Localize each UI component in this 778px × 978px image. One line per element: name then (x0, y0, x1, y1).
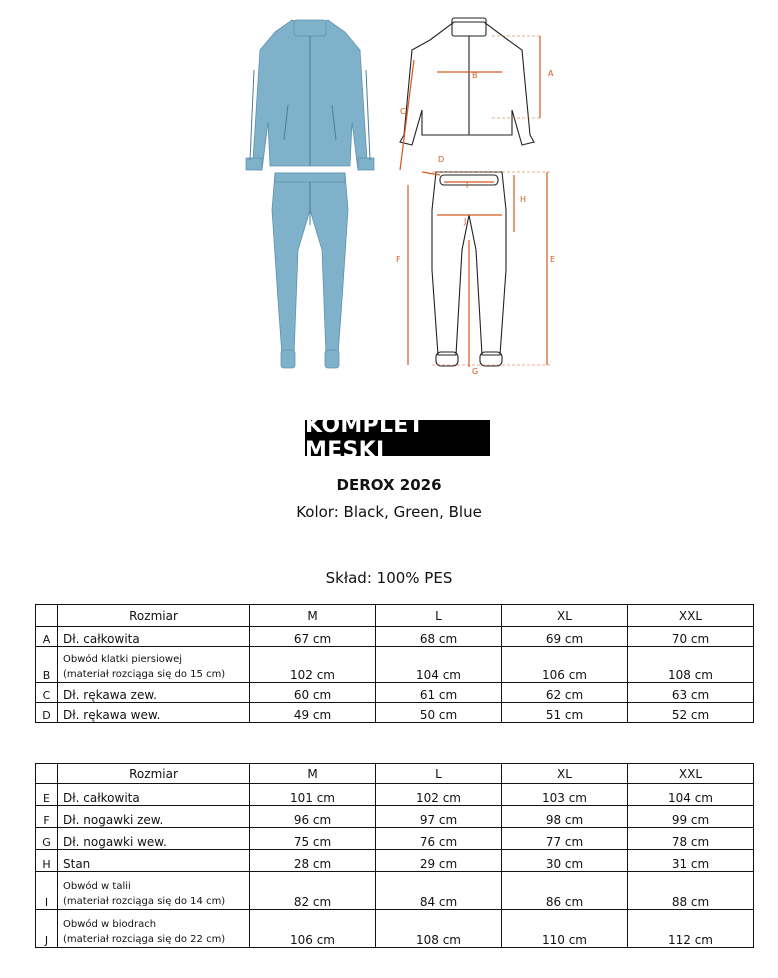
row-value: 108 cm (628, 647, 754, 683)
row-name: Dł. rękawa zew. (58, 683, 250, 703)
composition-line: Skład: 100% PES (325, 569, 453, 587)
row-letter: G (36, 828, 58, 850)
row-letter: H (36, 850, 58, 872)
row-letter: I (36, 872, 58, 910)
table-row (36, 784, 754, 806)
row-name: Obwód w talii (63, 881, 131, 892)
label-c: C (400, 107, 406, 116)
table-row (36, 683, 754, 703)
header-size: XXL (628, 764, 754, 784)
label-a: A (548, 69, 554, 78)
row-value: 76 cm (376, 828, 502, 850)
size-diagram (392, 10, 572, 380)
row-letter: D (36, 703, 58, 723)
row-name: Dł. całkowita (58, 784, 250, 806)
row-value: 50 cm (376, 703, 502, 723)
row-value: 84 cm (376, 872, 502, 910)
row-letter: B (36, 647, 58, 683)
row-note: (materiał rozciąga się do 22 cm) (63, 934, 226, 945)
header-size: XXL (628, 605, 754, 627)
row-value: 104 cm (376, 647, 502, 683)
header-size: M (250, 605, 376, 627)
row-name-cell (58, 647, 250, 683)
row-value: 99 cm (628, 806, 754, 828)
row-value: 108 cm (376, 910, 502, 948)
table-row (36, 627, 754, 647)
row-value: 102 cm (376, 784, 502, 806)
table-row (36, 647, 754, 683)
row-name: Stan (58, 850, 250, 872)
model-name: DEROX 2026 (336, 476, 442, 494)
row-value: 49 cm (250, 703, 376, 723)
row-value: 97 cm (376, 806, 502, 828)
color-line: Kolor: Black, Green, Blue (296, 503, 482, 521)
label-f: F (396, 255, 401, 264)
row-value: 29 cm (376, 850, 502, 872)
row-value: 61 cm (376, 683, 502, 703)
row-note: (materiał rozciąga się do 14 cm) (63, 896, 226, 907)
table-row (36, 828, 754, 850)
row-value: 69 cm (502, 627, 628, 647)
label-e: E (550, 255, 556, 264)
row-letter: C (36, 683, 58, 703)
row-value: 98 cm (502, 806, 628, 828)
row-letter: F (36, 806, 58, 828)
row-value: 77 cm (502, 828, 628, 850)
row-value: 102 cm (250, 647, 376, 683)
row-value: 63 cm (628, 683, 754, 703)
row-value: 62 cm (502, 683, 628, 703)
table-row (36, 872, 754, 910)
size-table-pants (35, 763, 754, 948)
header-size: L (376, 764, 502, 784)
label-d: D (438, 155, 445, 164)
label-j: J (464, 217, 467, 226)
row-value: 60 cm (250, 683, 376, 703)
row-name: Obwód w biodrach (63, 919, 157, 930)
header-size: XL (502, 764, 628, 784)
row-value: 106 cm (250, 910, 376, 948)
row-value: 30 cm (502, 850, 628, 872)
row-value: 101 cm (250, 784, 376, 806)
row-note: (materiał rozciąga się do 15 cm) (63, 669, 226, 680)
label-i: I (466, 181, 469, 190)
row-name-cell (58, 872, 250, 910)
table-row (36, 806, 754, 828)
row-name: Dł. rękawa wew. (58, 703, 250, 723)
header-size: L (376, 605, 502, 627)
table-row (36, 703, 754, 723)
label-g: G (472, 367, 479, 376)
row-letter: E (36, 784, 58, 806)
header-size: XL (502, 605, 628, 627)
row-name-cell (58, 910, 250, 948)
row-value: 75 cm (250, 828, 376, 850)
row-letter: A (36, 627, 58, 647)
table-row (36, 910, 754, 948)
header-size-label: Rozmiar (58, 605, 250, 627)
table-row (36, 850, 754, 872)
row-value: 51 cm (502, 703, 628, 723)
row-name: Dł. nogawki zew. (58, 806, 250, 828)
row-value: 52 cm (628, 703, 754, 723)
size-table-jacket (35, 604, 754, 723)
product-photo (230, 10, 390, 380)
row-letter: J (36, 910, 58, 948)
row-value: 112 cm (628, 910, 754, 948)
row-value: 78 cm (628, 828, 754, 850)
row-value: 28 cm (250, 850, 376, 872)
row-value: 67 cm (250, 627, 376, 647)
row-name: Dł. całkowita (58, 627, 250, 647)
row-value: 68 cm (376, 627, 502, 647)
row-value: 106 cm (502, 647, 628, 683)
header-empty (36, 764, 58, 784)
row-name: Obwód klatki piersiowej (63, 654, 183, 665)
row-value: 103 cm (502, 784, 628, 806)
row-value: 31 cm (628, 850, 754, 872)
header-empty (36, 605, 58, 627)
row-value: 96 cm (250, 806, 376, 828)
row-value: 104 cm (628, 784, 754, 806)
row-value: 88 cm (628, 872, 754, 910)
label-b: B (472, 71, 478, 80)
header-size: M (250, 764, 376, 784)
row-value: 82 cm (250, 872, 376, 910)
row-value: 70 cm (628, 627, 754, 647)
header-size-label: Rozmiar (58, 764, 250, 784)
page-title: KOMPLET MĘSKI (305, 420, 490, 456)
label-h: H (520, 195, 527, 204)
row-value: 86 cm (502, 872, 628, 910)
row-name: Dł. nogawki wew. (58, 828, 250, 850)
row-value: 110 cm (502, 910, 628, 948)
